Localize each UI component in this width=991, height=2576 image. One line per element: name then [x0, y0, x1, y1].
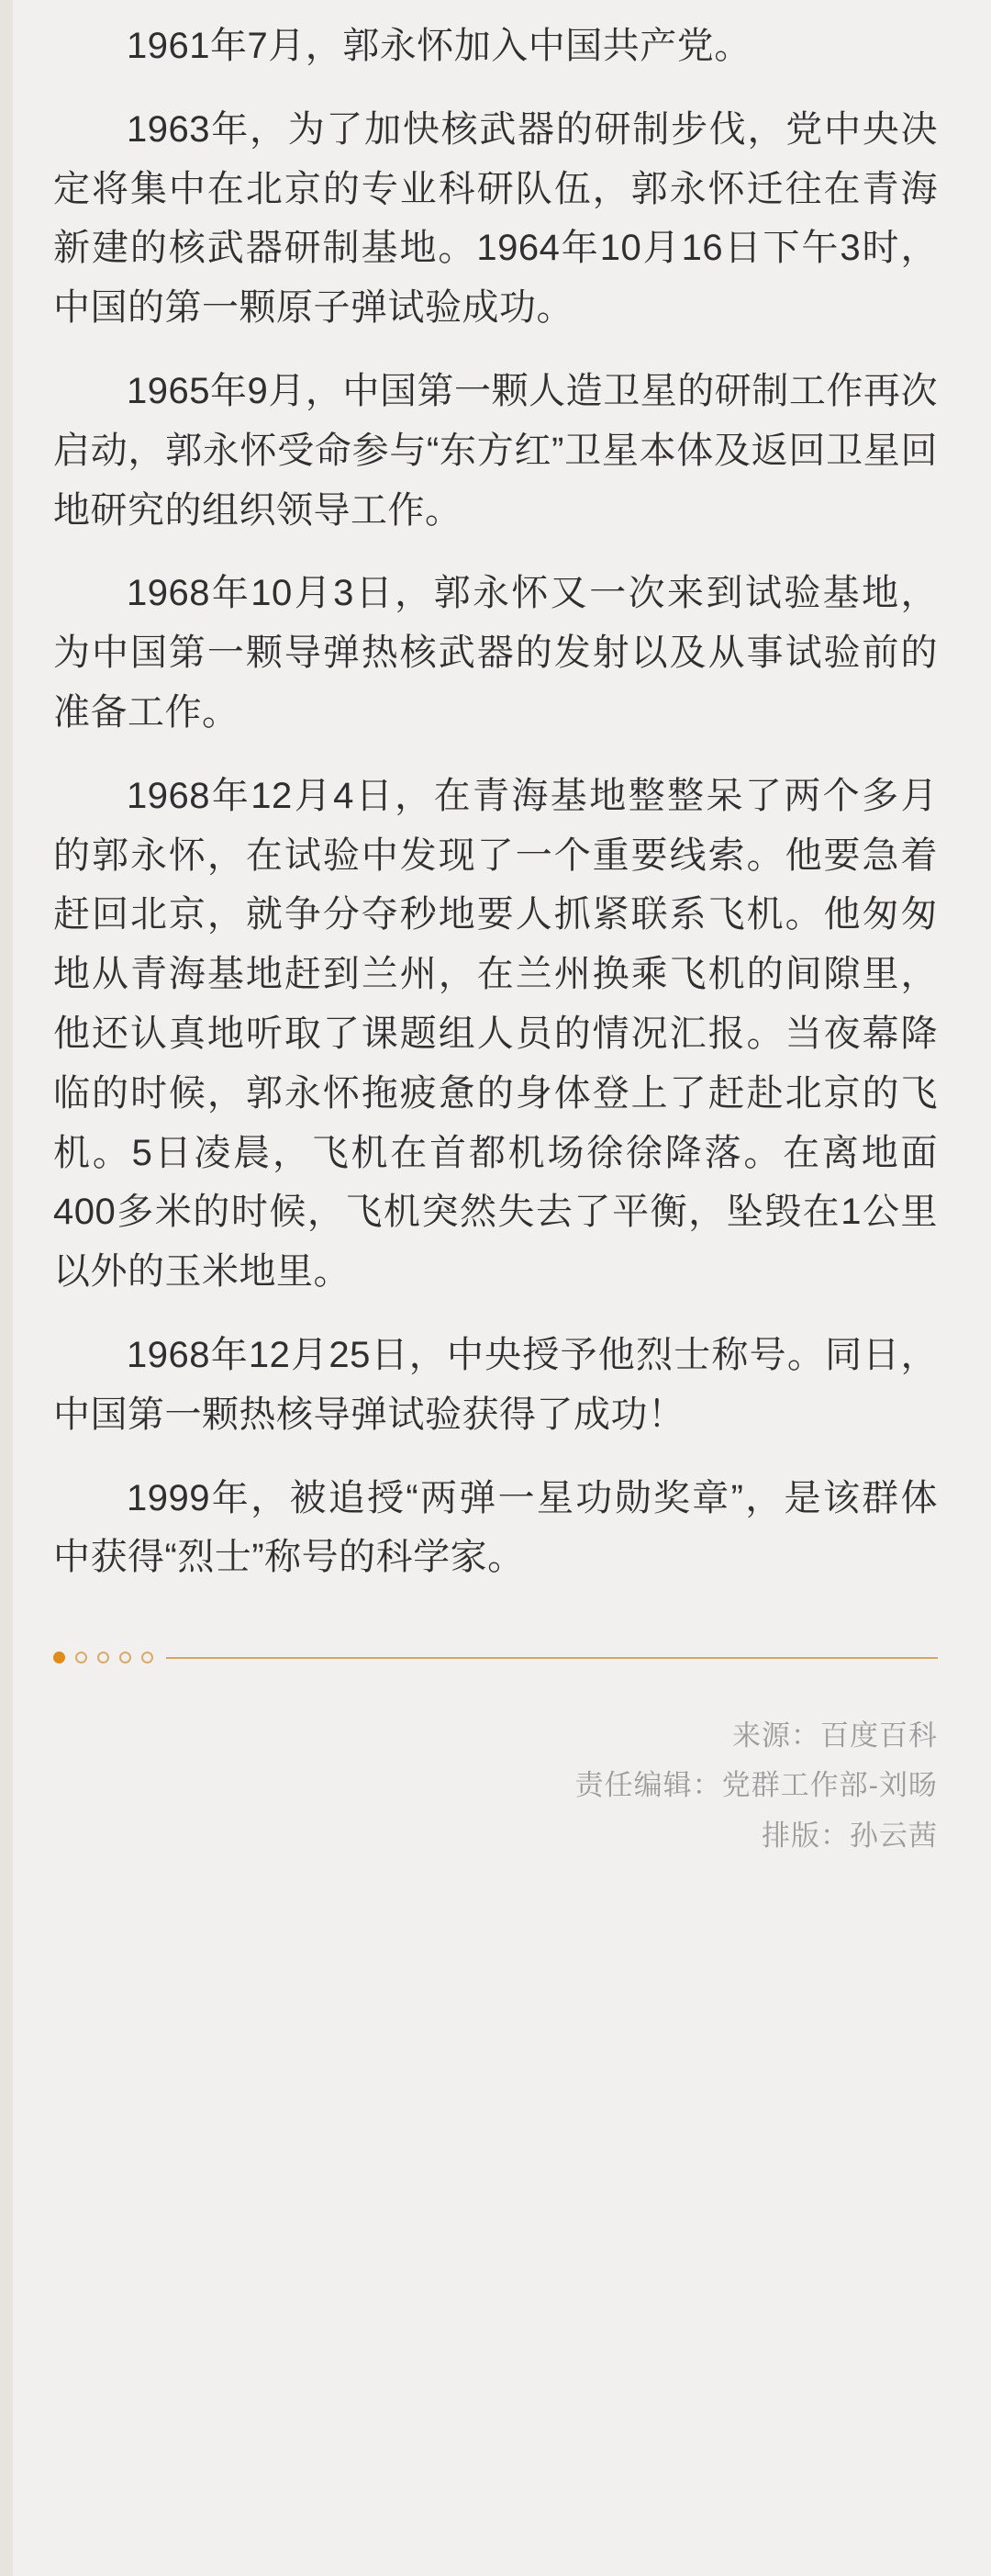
dot-icon [75, 1652, 87, 1663]
paragraph: 1965年9月，中国第一颗人造卫星的研制工作再次启动，郭永怀受命参与“东方红”卫星本体及返回卫星回地研究的组织领导工作。 [53, 370, 938, 531]
dot-icon [97, 1652, 109, 1663]
paragraph: 1961年7月，郭永怀加入中国共产党。 [127, 26, 752, 66]
dot-icon [141, 1652, 153, 1663]
dot-icon [53, 1652, 65, 1663]
article-body [53, 0, 938, 1587]
divider-rule [166, 1657, 938, 1659]
divider-dots [53, 1652, 166, 1663]
paragraph: 1963年，为了加快核武器的研制步伐，党中央决定将集中在北京的专业科研队伍，郭永怀迁往在青海新建的核武器研制基地。1964年10月16日下午3时，中国的第一颗原子弹试验成功。 [53, 108, 938, 329]
credit-editor: 责任编辑：党群工作部-刘旸 [574, 1769, 938, 1802]
paragraph: 1968年12月25日，中央授予他烈士称号。同日，中国第一颗热核导弹试验获得了成功！ [53, 1334, 938, 1435]
paragraph: 1999年，被追授“两弹一星功勋奖章”，是该群体中获得“烈士”称号的科学家。 [53, 1477, 938, 1578]
paragraph: 1968年10月3日，郭永怀又一次来到试验基地，为中国第一颗导弹热核武器的发射以及从事试验前的准备工作。 [53, 573, 938, 733]
left-margin-rail [0, 0, 13, 2576]
dot-icon [119, 1652, 131, 1663]
credits-block [53, 1711, 938, 1971]
paragraph: 1968年12月4日，在青海基地整整呆了两个多月的郭永怀，在试验中发现了一个重要线索。他要急着赶回北京，就争分夺秒地要人抓紧联系飞机。他匆匆地从青海基地赶到兰州，在兰州换乘飞机的间隙里，他还认真地听取了课题组人员的情况汇报。当夜幕降临的时候，郭永怀拖疲惫的身体登上了赶赴北京的飞机。5日凌晨，飞机在首都机场徐徐降落。在离地面400多米的时候，飞机突然失去了平衡，坠毁在1公里以外的玉米地里。 [53, 775, 938, 1293]
credit-source: 来源：百度百科 [732, 1719, 938, 1753]
credit-layout: 排版：孙云茜 [762, 1819, 938, 1852]
section-divider [53, 1652, 938, 1663]
